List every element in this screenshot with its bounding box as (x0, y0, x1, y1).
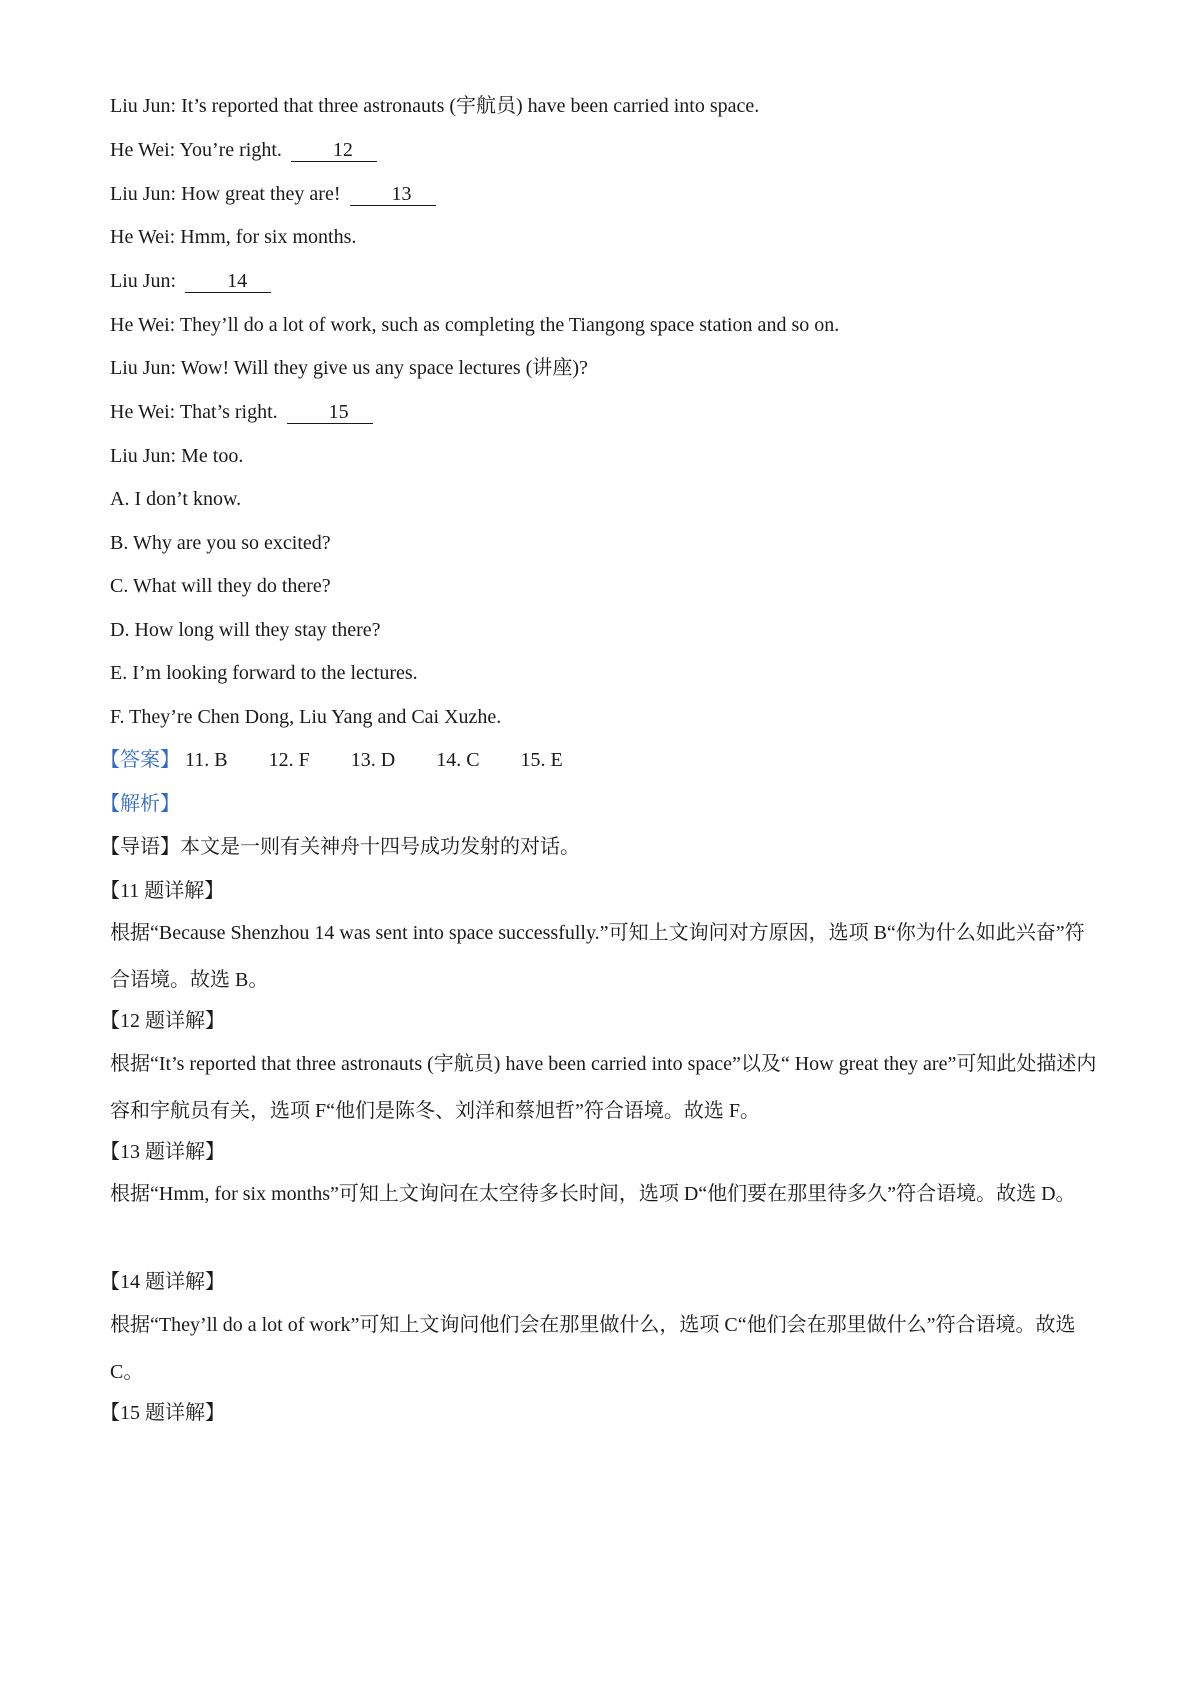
dialogue-text: Hmm, for six months. (180, 226, 357, 248)
detail-heading-13: 【13 题详解】 (100, 1141, 225, 1163)
answer-item: 11. B (185, 749, 228, 771)
dialogue-text: Wow! Will they give us any space lectures (讲座)? (180, 357, 588, 379)
option-f: F. They’re Chen Dong, Liu Yang and Cai Xuzhe. (110, 706, 502, 728)
intro-text: 【导语】本文是一则有关神舟十四号成功发射的对话。 (100, 836, 580, 858)
answer-label: 【答案】 (100, 749, 180, 771)
answer-item: 13. D (350, 749, 396, 771)
option-a: A. I don’t know. (110, 488, 242, 510)
speaker: Liu Jun: (110, 445, 177, 467)
answer-row (100, 746, 1090, 774)
dialogue-line-6 (110, 311, 1100, 339)
dialogue-text: You’re right. (179, 139, 282, 161)
dialogue-text: It’s reported that three astronauts (宇航员) have been carried into space. (181, 95, 760, 117)
dialogue-text: Me too. (181, 445, 244, 467)
speaker: He Wei: (110, 226, 176, 248)
option-e: E. I’m looking forward to the lectures. (110, 662, 418, 684)
option-c: C. What will they do there? (110, 575, 331, 597)
dialogue-line-3 (110, 180, 1100, 208)
dialogue-line-8 (110, 398, 1100, 426)
answer-blank-12: 12 (291, 139, 377, 162)
dialogue-line-5 (110, 267, 1100, 295)
dialogue-text: How great they are! (181, 183, 341, 205)
detail-heading-12: 【12 题详解】 (100, 1010, 225, 1032)
speaker: Liu Jun: (110, 183, 177, 205)
answer-item: 15. E (520, 749, 563, 771)
answer-item: 12. F (268, 749, 310, 771)
speaker: He Wei: (110, 139, 176, 161)
speaker: He Wei: (110, 401, 176, 423)
speaker: Liu Jun: (110, 270, 177, 292)
dialogue-line-1 (110, 92, 1100, 120)
speaker: Liu Jun: (110, 95, 177, 117)
detail-text-12: 根据“It’s reported that three astronauts (宇航员) have been carried into space”以及“ How great they are”可知此处描述内容和宇航员有关，选项 F“他们是陈冬、刘洋和蔡旭哲”符合语境。故选 F。 (110, 1053, 1097, 1122)
option-b: B. Why are you so excited? (110, 532, 331, 554)
dialogue-line-2 (110, 136, 1100, 164)
dialogue-line-7 (110, 354, 1100, 382)
detail-heading-11: 【11 题详解】 (100, 880, 225, 902)
speaker: Liu Jun: (110, 357, 177, 379)
detail-text-11: 根据“Because Shenzhou 14 was sent into space successfully.”可知上文询问对方原因，选项 B“你为什么如此兴奋”符合语境。故选 B。 (110, 922, 1085, 991)
detail-text-13: 根据“Hmm, for six months”可知上文询问在太空待多长时间，选项 D“他们要在那里待多久”符合语境。故选 D。 (110, 1183, 1076, 1205)
detail-heading-15: 【15 题详解】 (100, 1402, 225, 1424)
option-d: D. How long will they stay there? (110, 619, 381, 641)
analysis-label: 【解析】 (100, 793, 180, 815)
speaker: He Wei: (110, 314, 176, 336)
answer-item: 14. C (436, 749, 480, 771)
detail-text-14: 根据“They’ll do a lot of work”可知上文询问他们会在那里做什么，选项 C“他们会在那里做什么”符合语境。故选 C。 (110, 1314, 1076, 1383)
detail-heading-14: 【14 题详解】 (100, 1271, 225, 1293)
answer-blank-15: 15 (287, 401, 373, 424)
dialogue-text: That’s right. (179, 401, 278, 423)
dialogue-line-9 (110, 442, 1100, 470)
answer-blank-14: 14 (185, 270, 271, 293)
answer-blank-13: 13 (350, 183, 436, 206)
dialogue-line-4 (110, 223, 1100, 251)
dialogue-text: They’ll do a lot of work, such as completing the Tiangong space station and so on. (179, 314, 840, 336)
